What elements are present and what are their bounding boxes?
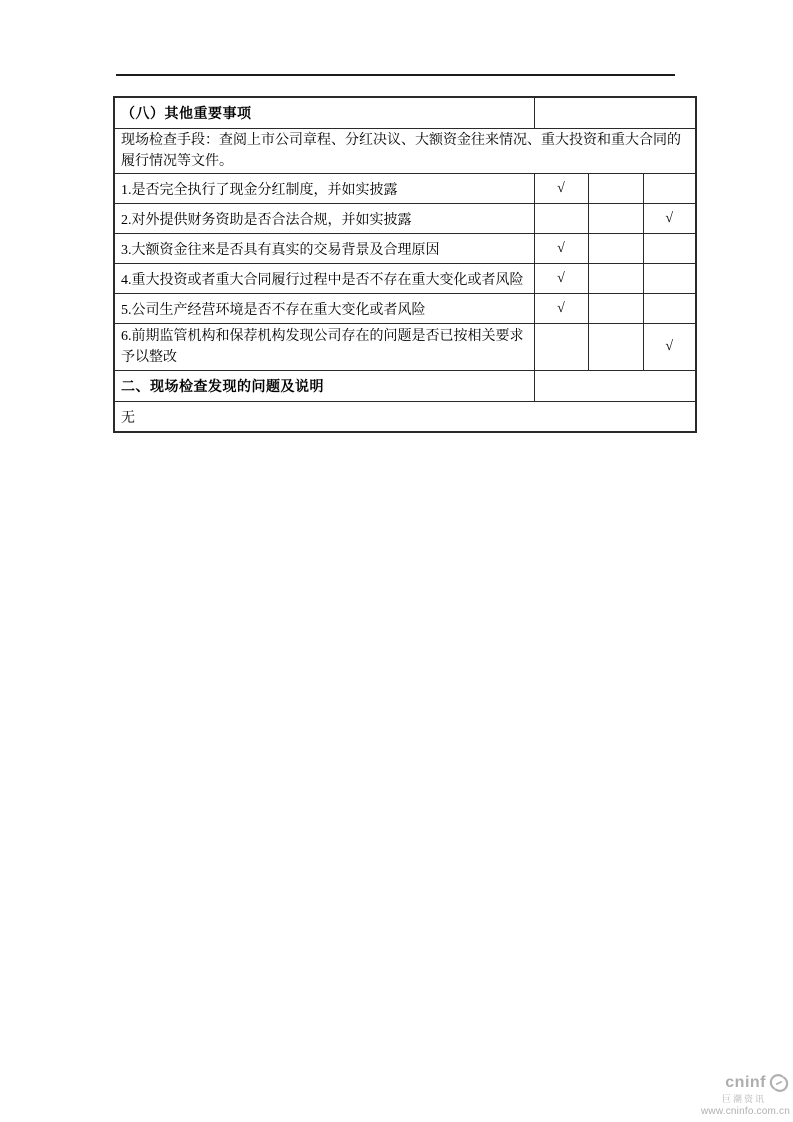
section-other-header-empty-cell bbox=[534, 97, 696, 129]
check-cell bbox=[588, 174, 643, 204]
question-label: 4.重大投资或者重大合同履行过程中是否不存在重大变化或者风险 bbox=[114, 264, 534, 294]
header-rule bbox=[116, 74, 675, 76]
check-cell: √ bbox=[534, 264, 588, 294]
check-cell: √ bbox=[643, 324, 696, 371]
table-row bbox=[114, 294, 696, 324]
question-label: 5.公司生产经营环境是否不存在重大变化或者风险 bbox=[114, 294, 534, 324]
table-row bbox=[114, 324, 696, 371]
inspection-checklist-table bbox=[113, 96, 697, 433]
findings-content: 无 bbox=[114, 402, 696, 433]
check-cell: √ bbox=[534, 174, 588, 204]
section-findings-header-row bbox=[114, 371, 696, 402]
table-row bbox=[114, 174, 696, 204]
cninfo-chinese-name: 巨潮资讯 bbox=[721, 1094, 766, 1104]
question-label: 3.大额资金往来是否具有真实的交易背景及合理原因 bbox=[114, 234, 534, 264]
check-cell bbox=[643, 264, 696, 294]
table-row bbox=[114, 204, 696, 234]
question-label: 1.是否完全执行了现金分红制度，并如实披露 bbox=[114, 174, 534, 204]
method-note: 现场检查手段：查阅上市公司章程、分红决议、大额资金往来情况、重大投资和重大合同的履行情况等文件。 bbox=[114, 129, 696, 174]
findings-content-row bbox=[114, 402, 696, 433]
method-note-row bbox=[114, 129, 696, 174]
table-row bbox=[114, 264, 696, 294]
check-cell bbox=[643, 234, 696, 264]
cninfo-brand-row bbox=[650, 1073, 790, 1093]
cninfo-brand-text: cninf bbox=[725, 1074, 766, 1091]
check-cell bbox=[588, 264, 643, 294]
cninfo-logo bbox=[650, 1073, 790, 1117]
question-label: 6.前期监管机构和保荐机构发现公司存在的问题是否已按相关要求予以整改 bbox=[114, 324, 534, 371]
check-cell: √ bbox=[643, 204, 696, 234]
check-cell bbox=[534, 324, 588, 371]
table-row bbox=[114, 234, 696, 264]
check-cell bbox=[643, 294, 696, 324]
check-cell bbox=[534, 204, 588, 234]
check-cell bbox=[588, 294, 643, 324]
section-findings-title: 二、现场检查发现的问题及说明 bbox=[114, 371, 534, 402]
check-cell bbox=[588, 204, 643, 234]
check-cell bbox=[588, 234, 643, 264]
check-cell bbox=[643, 174, 696, 204]
question-label: 2.对外提供财务资助是否合法合规，并如实披露 bbox=[114, 204, 534, 234]
check-cell bbox=[588, 324, 643, 371]
section-other-header-row bbox=[114, 97, 696, 129]
check-cell: √ bbox=[534, 294, 588, 324]
check-cell: √ bbox=[534, 234, 588, 264]
section-other-title: （八）其他重要事项 bbox=[114, 97, 534, 129]
cninfo-url: www.cninfo.com.cn bbox=[701, 1106, 790, 1117]
section-findings-header-empty-cell bbox=[534, 371, 696, 402]
cninfo-swirl-icon bbox=[768, 1073, 790, 1093]
